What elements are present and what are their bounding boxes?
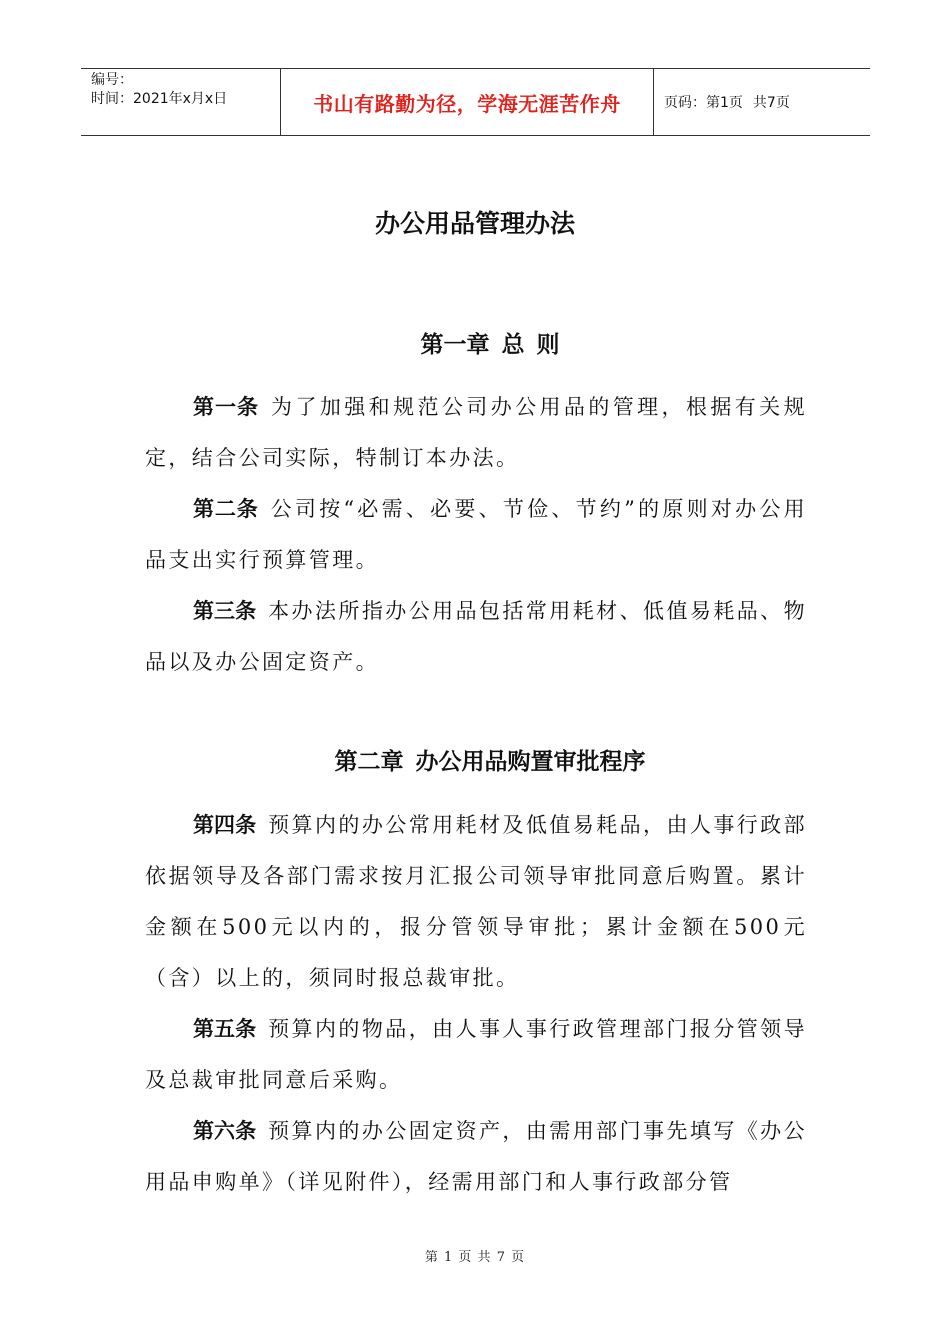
header-page-total: 共7页 [752,95,790,111]
document-time-label: 时间：2021年x月x日 [91,91,228,107]
chapter-2-number: 第二章 [334,749,404,775]
chapter-1-number: 第一章 [420,332,490,358]
article-label: 第六条 [193,1119,257,1143]
article-text: 预算内的物品，由人事人事行政管理部门报分管领导及总裁审批同意后采购。 [145,1017,808,1092]
header-motto-cell [281,69,654,135]
chapter-1-title-part-2: 则 [536,332,560,358]
article-paragraph [145,586,807,688]
article-text: 预算内的办公固定资产，由需用部门事先填写《办公用品申购单》（详见附件），经需用部门和人事行政部分管 [145,1119,808,1194]
chapter-2-title: 办公用品购置审批程序 [415,749,646,775]
article-label: 第五条 [193,1017,257,1041]
article-text: 公司按“必需、必要、节俭、节约”的原则对办公用品支出实行预算管理。 [145,497,808,572]
article-label: 第二条 [193,497,259,521]
article-label: 第一条 [193,395,260,419]
article-label: 第三条 [193,599,257,623]
header-meta-cell [81,69,281,135]
chapter-2-body [145,800,807,1208]
article-paragraph [145,1106,807,1208]
article-label: 第四条 [193,813,257,837]
document-number-label: 编号： [91,72,133,88]
header-motto: 书山有路勤为径，学海无涯苦作舟 [313,91,621,116]
article-text: 预算内的办公常用耗材及低值易耗品，由人事行政部依据领导及各部门需求按月汇报公司领导审批同意后购置。累计金额在500元以内的，报分管领导审批；累计金额在500元（含）以上的，须同时报总裁审批。 [145,813,808,990]
chapter-1-title-part-1: 总 [501,332,525,358]
header-page-current: 页码：第1页 [664,95,743,111]
chapter-1-body [145,382,807,688]
header-page-cell [654,69,870,135]
document-header [81,68,870,136]
article-text: 为了加强和规范公司办公用品的管理，根据有关规定，结合公司实际，特制订本办法。 [145,395,807,470]
article-paragraph [145,382,807,484]
article-paragraph [145,1004,807,1106]
page-footer: 第 1 页 共 7 页 [424,1250,526,1265]
chapter-2-heading [0,743,950,776]
article-paragraph [145,484,807,586]
chapter-1-heading [0,326,950,359]
article-text: 本办法所指办公用品包括常用耗材、低值易耗品、物品以及办公固定资产。 [145,599,808,674]
article-paragraph [145,800,807,1004]
document-title: 办公用品管理办法 [374,209,575,238]
